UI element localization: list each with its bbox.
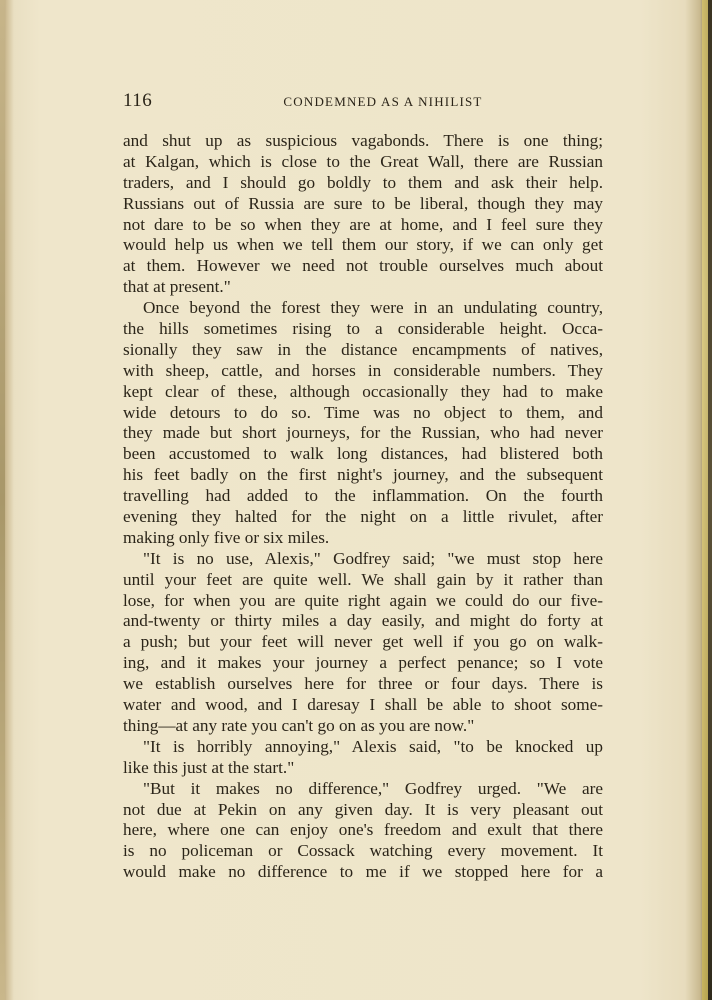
- text-line: evening they halted for the night on a little rivulet, after: [123, 507, 603, 527]
- page-header: [123, 90, 603, 114]
- text-line: at them. However we need not trouble ourselves much about: [123, 256, 603, 276]
- text-line: with sheep, cattle, and horses in considerable numbers. They: [123, 360, 603, 380]
- body-text: [123, 131, 603, 883]
- text-line: not dare to be so when they are at home, and I feel sure they: [123, 214, 603, 234]
- text-line: they made but short journeys, for the Russian, who had never: [123, 423, 603, 443]
- page-gutter: [0, 0, 5, 1000]
- text-line: his feet badly on the first night's journey, and the subsequent: [123, 465, 603, 485]
- text-line: thing—at any rate you can't go on as you are now.": [123, 715, 475, 735]
- text-line: wide detours to do so. Time was no object to them, and: [123, 402, 603, 422]
- text-line: lose, for when you are quite right again we could do our five-: [123, 590, 603, 610]
- text-line: here, where one can enjoy one's freedom and exult that there: [123, 820, 603, 840]
- page-number: 116: [123, 90, 153, 111]
- text-line: traders, and I should go boldly to them and ask their help.: [123, 172, 603, 192]
- running-head: CONDEMNED AS A NIHILIST: [283, 94, 483, 109]
- text-line: like this just at the start.": [123, 757, 295, 777]
- text-line: been accustomed to walk long distances, had blistered both: [123, 444, 603, 464]
- text-line: water and wood, and I daresay I shall be able to shoot some-: [123, 695, 603, 715]
- text-line: and-twenty or thirty miles a day easily, and might do forty at: [123, 611, 603, 631]
- text-line: making only five or six miles.: [123, 527, 330, 547]
- text-line: would help us when we tell them our story, if we can only get: [123, 235, 603, 255]
- text-line: "It is horribly annoying," Alexis said, "to be knocked up: [143, 736, 603, 756]
- text-line: Once beyond the forest they were in an undulating country,: [143, 298, 603, 318]
- text-line: ing, and it makes your journey a perfect penance; so I vote: [123, 653, 603, 673]
- page-edge: [708, 0, 712, 1000]
- text-line: "It is no use, Alexis," Godfrey said; "we must stop here: [143, 548, 603, 568]
- text-line: travelling had added to the inflammation. On the fourth: [123, 486, 603, 506]
- text-line: the hills sometimes rising to a considerable height. Occa-: [123, 319, 603, 339]
- text-line: not due at Pekin on any given day. It is very pleasant out: [123, 799, 603, 819]
- text-line: a push; but your feet will never get well if you go on walk-: [123, 632, 603, 652]
- text-line: Russians out of Russia are sure to be liberal, though they may: [123, 193, 603, 213]
- text-line: "But it makes no difference," Godfrey urged. "We are: [143, 778, 603, 798]
- text-line: at Kalgan, which is close to the Great Wall, there are Russian: [123, 151, 603, 171]
- text-line: and shut up as suspicious vagabonds. There is one thing;: [123, 131, 603, 150]
- text-line: is no policeman or Cossack watching every movement. It: [123, 841, 603, 861]
- text-line: that at present.": [123, 277, 231, 297]
- text-line: until your feet are quite well. We shall gain by it rather than: [123, 569, 603, 589]
- text-line: sionally they saw in the distance encampments of natives,: [123, 339, 603, 359]
- text-line: we establish ourselves here for three or four days. There is: [123, 674, 603, 694]
- text-line: kept clear of these, although occasionally they had to make: [123, 381, 603, 401]
- text-line: would make no difference to me if we stopped here for a: [123, 862, 603, 882]
